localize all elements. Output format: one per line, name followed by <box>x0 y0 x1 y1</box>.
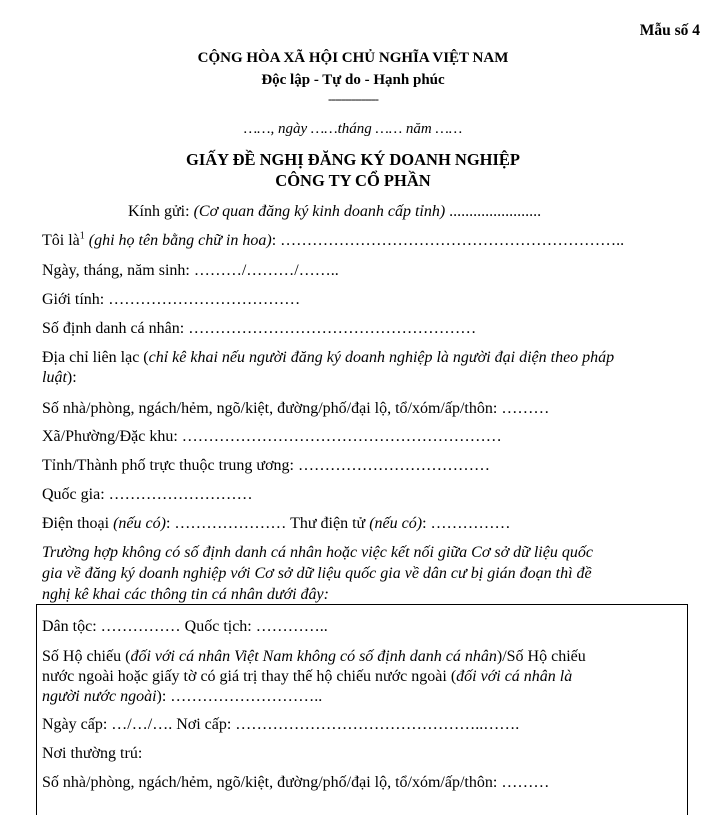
country-field: Quốc gia: ……………………… <box>42 486 253 503</box>
footnote-marker: 1 <box>79 230 85 242</box>
name-hint: (ghi họ tên bằng chữ in hoa) <box>84 232 272 249</box>
ethnicity-field: Dân tộc: …………… <box>42 618 181 635</box>
name-field <box>42 232 624 250</box>
form-number: Mẫu số 4 <box>639 22 700 39</box>
note-line-3: nghị kê khai các thông tin cá nhân dưới đây: <box>42 586 329 603</box>
passport-label: Số Hộ chiếu ( <box>42 648 131 665</box>
email-label: Thư điện tử <box>290 515 370 532</box>
ward-field: Xã/Phường/Đặc khu: …………………………………………………… <box>42 428 502 445</box>
contact-address-label-cont <box>42 369 77 387</box>
email-dots: : …………… <box>422 515 511 532</box>
permanent-residence-label: Nơi thường trú: <box>42 745 143 762</box>
passport-label-foreign: )/Số Hộ chiếu <box>496 648 586 665</box>
passport-hint-vn: đối với cá nhân Việt Nam không có số định danh cá nhân <box>130 648 497 665</box>
email-hint: (nếu có) <box>369 515 423 532</box>
contact-hint-close: ): <box>66 369 77 386</box>
street-field: Số nhà/phòng, ngách/hẻm, ngõ/kiệt, đường/phố/đại lộ, tổ/xóm/ấp/thôn: ……… <box>42 400 550 417</box>
nationality-field: Quốc tịch: ………….. <box>180 618 328 635</box>
passport-line-1 <box>42 648 586 666</box>
note-line-1: Trường hợp không có số định danh cá nhân hoặc việc kết nối giữa Cơ sở dữ liệu quốc <box>42 544 593 561</box>
gender-field: Giới tính: ……………………………… <box>42 291 301 308</box>
issue-date-place-field: Ngày cấp: …/…/…. Nơi cấp: ………………………………………..……. <box>42 716 520 733</box>
date-line: ……, ngày ……tháng …… năm …… <box>243 121 463 137</box>
passport-foreign-text: nước ngoài hoặc giấy tờ có giá trị thay thế hộ chiếu nước ngoài ( <box>42 668 457 685</box>
national-motto: Độc lập - Tự do - Hạnh phúc <box>261 72 445 88</box>
recipient-value: (Cơ quan đăng ký kinh doanh cấp tỉnh) <box>193 203 446 220</box>
document-title: GIẤY ĐỀ NGHỊ ĐĂNG KÝ DOANH NGHIỆP <box>186 150 520 169</box>
passport-line-3 <box>42 688 322 706</box>
residence-street-field: Số nhà/phòng, ngách/hẻm, ngõ/kiệt, đường/phố/đại lộ, tổ/xóm/ấp/thôn: ……… <box>42 774 550 791</box>
recipient-label: Kính gửi: <box>128 203 194 220</box>
phone-label: Điện thoại <box>42 515 114 532</box>
contact-hint: chỉ kê khai nếu người đăng ký doanh nghiệp là người đại diện theo pháp <box>148 349 615 366</box>
contact-label: Địa chỉ liên lạc ( <box>42 349 149 366</box>
recipient-dots: ....................... <box>445 203 542 220</box>
phone-hint: (nếu có) <box>113 515 166 532</box>
phone-dots: : ………………… <box>165 515 291 532</box>
contact-address-label <box>42 349 614 367</box>
contact-hint-end: luật <box>42 369 67 386</box>
passport-hint-foreign-end: người nước ngoài <box>42 688 157 705</box>
note-line-2: gia về đăng ký doanh nghiệp với Cơ sở dữ liệu quốc gia về dân cư bị gián đoạn thì đề <box>42 565 592 582</box>
national-title: CỘNG HÒA XÃ HỘI CHỦ NGHĨA VIỆT NAM <box>197 50 509 66</box>
personal-id-field: Số định danh cá nhân: ……………………………………………… <box>42 320 477 337</box>
separator: --------------- <box>328 91 378 106</box>
name-dots: : ……………………………………………………….. <box>271 232 625 249</box>
passport-dots: ): ……………………….. <box>156 688 323 705</box>
name-label: Tôi là <box>42 232 80 249</box>
passport-line-2 <box>42 668 572 686</box>
passport-hint-foreign: đối với cá nhân là <box>456 668 573 685</box>
dob-field: Ngày, tháng, năm sinh: ………/………/…….. <box>42 262 339 279</box>
document-subtitle: CÔNG TY CỔ PHẦN <box>275 171 431 190</box>
ethnicity-nationality-field <box>42 618 328 636</box>
phone-email-field <box>42 515 511 533</box>
recipient-line <box>128 203 541 221</box>
province-field: Tỉnh/Thành phố trực thuộc trung ương: ……………………………… <box>42 457 490 474</box>
